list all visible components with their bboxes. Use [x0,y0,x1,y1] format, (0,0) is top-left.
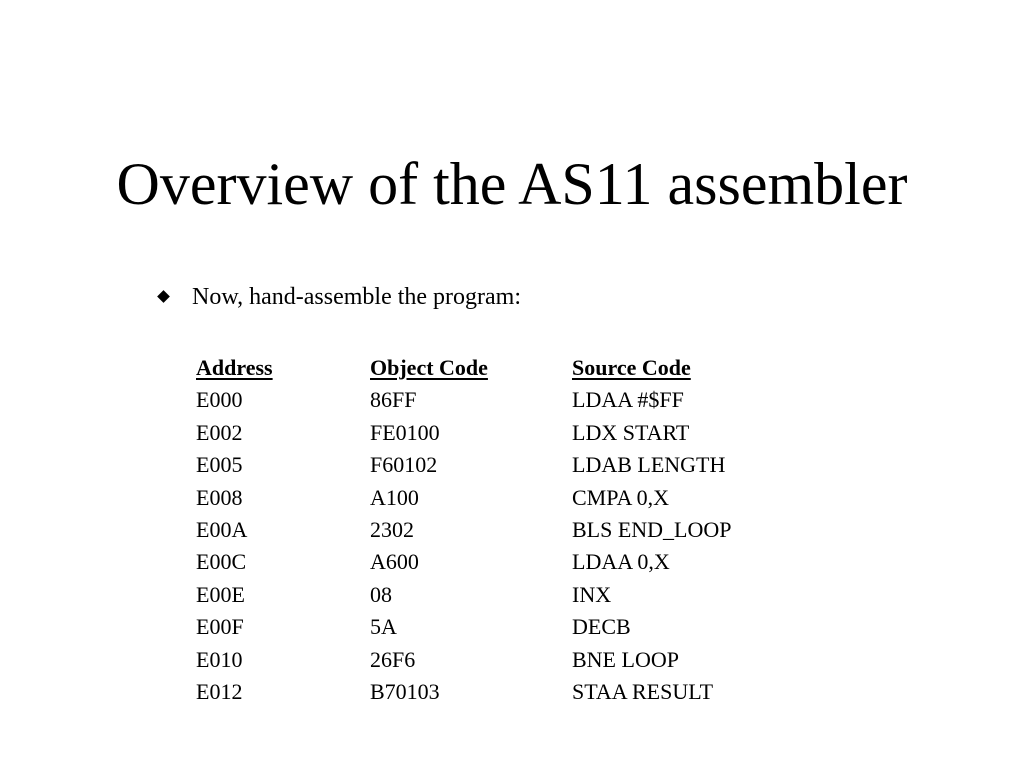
cell-address: E00E [196,581,245,607]
table-row [196,417,812,449]
bullet-text: Now, hand-assemble the program: [192,284,522,310]
cell-address: E010 [196,646,243,672]
cell-source-code: CMPA 0,X [572,484,670,510]
cell-address: E002 [196,419,243,445]
cell-address: E00C [196,549,247,575]
cell-source-code: STAA RESULT [572,679,714,705]
cell-source-code: LDAA 0,X [572,549,670,575]
table-row [196,611,812,643]
cell-address: E000 [196,387,243,413]
diamond-bullet-icon [158,291,170,303]
header-source-code: Source Code [572,355,691,380]
cell-object-code: A600 [370,549,419,575]
cell-object-code: 08 [370,581,392,607]
cell-source-code: INX [572,581,612,607]
header-address: Address [196,355,273,380]
cell-object-code: F60102 [370,452,438,478]
cell-object-code: 86FF [370,387,417,413]
cell-source-code: LDAB LENGTH [572,452,726,478]
assembly-listing-table [196,352,812,708]
table-row [196,449,812,481]
cell-address: E00F [196,614,244,640]
bullet-item [158,280,521,314]
cell-object-code: 26F6 [370,646,416,672]
cell-address: E012 [196,679,243,705]
table-row [196,644,812,676]
table-row [196,676,812,708]
table-row [196,579,812,611]
table-row [196,546,812,578]
cell-source-code: LDAA #$FF [572,387,684,413]
table-header-row [196,352,812,384]
cell-object-code: FE0100 [370,419,440,445]
slide-title: Overview of the AS11 assembler [116,151,908,218]
cell-address: E005 [196,452,243,478]
table-row [196,482,812,514]
cell-source-code: DECB [572,614,631,640]
cell-source-code: BLS END_LOOP [572,517,732,543]
cell-object-code: 5A [370,614,397,640]
cell-address: E00A [196,517,248,543]
cell-object-code: A100 [370,484,419,510]
cell-address: E008 [196,484,243,510]
cell-source-code: BNE LOOP [572,646,679,672]
header-object-code: Object Code [370,355,488,380]
cell-object-code: 2302 [370,517,414,543]
cell-object-code: B70103 [370,679,440,705]
table-row [196,384,812,416]
table-row [196,514,812,546]
cell-source-code: LDX START [572,419,690,445]
